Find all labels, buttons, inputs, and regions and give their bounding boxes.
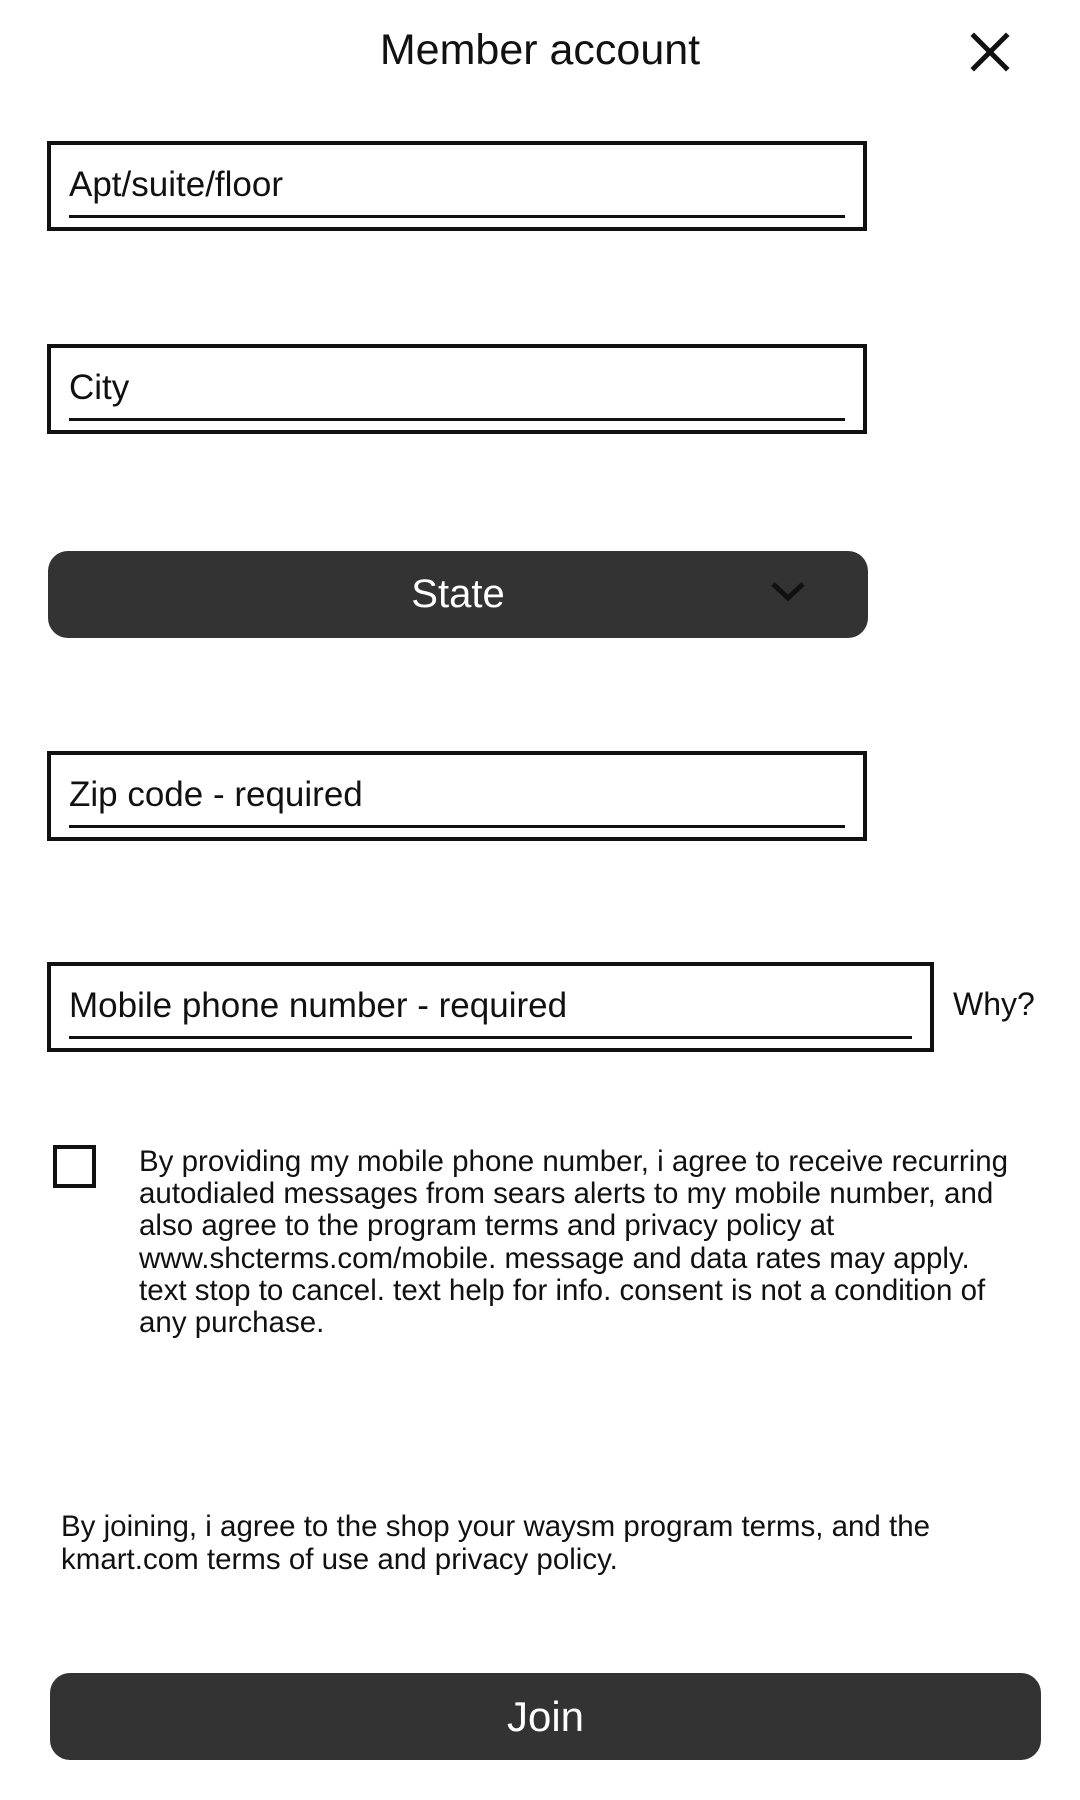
apt-suite-floor-field[interactable]: [47, 141, 867, 231]
city-underline: [69, 358, 845, 421]
consent-line: www.shcterms.com/mobile. message and data rates may apply.: [139, 1241, 970, 1275]
consent-line: autodialed messages from sears alerts to my mobile number, and: [139, 1177, 994, 1211]
why-link[interactable]: Why?: [953, 986, 1035, 1022]
sms-consent-checkbox[interactable]: [53, 1145, 96, 1188]
mobile-phone-input[interactable]: [69, 976, 912, 1036]
consent-line: text stop to cancel. text help for info. consent is not a condition of: [139, 1273, 986, 1307]
state-select[interactable]: [48, 551, 868, 638]
page-title: Member account: [379, 26, 701, 74]
zip-code-underline: [69, 765, 845, 828]
consent-line: also agree to the program terms and privacy policy at: [139, 1209, 835, 1243]
state-select-label: State: [411, 572, 505, 616]
chevron-down-icon: [768, 574, 808, 610]
zip-code-field[interactable]: [47, 751, 867, 841]
legal-line: kmart.com terms of use and privacy policy.: [61, 1542, 618, 1576]
apt-suite-floor-input[interactable]: [69, 155, 845, 215]
join-button[interactable]: Join: [50, 1673, 1041, 1760]
city-field[interactable]: [47, 344, 867, 434]
mobile-phone-underline: [69, 976, 912, 1039]
apt-suite-floor-underline: [69, 155, 845, 218]
legal-line: By joining, i agree to the shop your waysm program terms, and the: [61, 1510, 931, 1543]
legal-terms-text: [61, 1511, 1021, 1576]
close-icon[interactable]: [966, 28, 1014, 76]
zip-code-input[interactable]: [69, 765, 845, 825]
city-input[interactable]: [69, 358, 845, 418]
consent-line: By providing my mobile phone number, i agree to receive recurring: [139, 1145, 1009, 1178]
sms-consent-text: [139, 1146, 1039, 1339]
mobile-phone-field[interactable]: [47, 962, 934, 1052]
consent-line: any purchase.: [139, 1306, 325, 1340]
